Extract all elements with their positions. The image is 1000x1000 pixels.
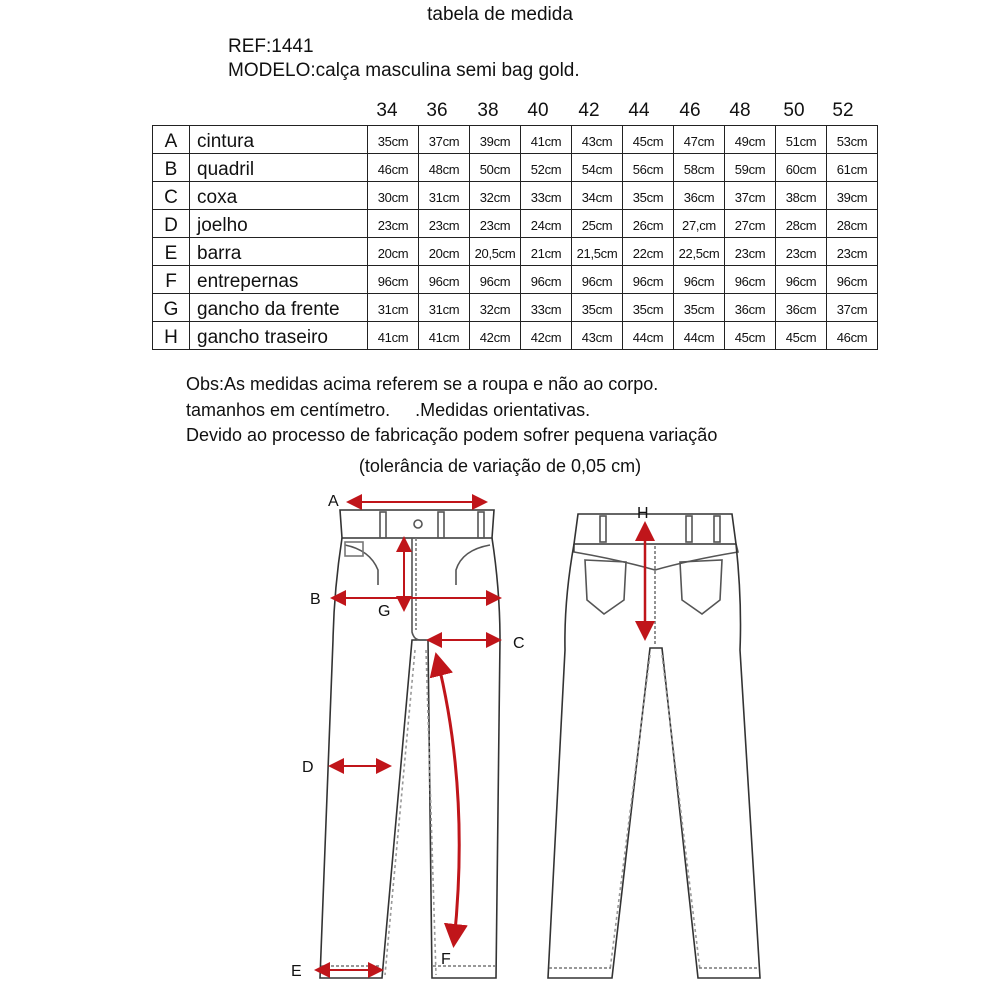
- table-cell: 32cm: [470, 182, 521, 210]
- row-name: cintura: [190, 126, 368, 154]
- table-cell: 52cm: [521, 154, 572, 182]
- table-cell: 23cm: [419, 210, 470, 238]
- table-row: [153, 154, 878, 182]
- label-a: A: [328, 493, 339, 510]
- table-cell: 24cm: [521, 210, 572, 238]
- row-name: entrepernas: [190, 266, 368, 294]
- table-cell: 28cm: [827, 210, 878, 238]
- row-letter: F: [153, 266, 190, 294]
- table-cell: 49cm: [725, 126, 776, 154]
- table-cell: 35cm: [572, 294, 623, 322]
- back-pants-outline: [548, 514, 760, 978]
- table-cell: 22cm: [623, 238, 674, 266]
- size-label: 44: [628, 100, 650, 121]
- reference-code: REF:1441: [228, 36, 314, 57]
- row-letter: B: [153, 154, 190, 182]
- table-cell: 45cm: [623, 126, 674, 154]
- label-c: C: [513, 635, 525, 652]
- row-name: coxa: [190, 182, 368, 210]
- table-cell: 42cm: [470, 322, 521, 350]
- size-label: 36: [426, 100, 448, 121]
- table-cell: 27,cm: [674, 210, 725, 238]
- size-label: 34: [376, 100, 398, 121]
- row-name: gancho traseiro: [190, 322, 368, 350]
- table-cell: 31cm: [419, 182, 470, 210]
- table-cell: 45cm: [725, 322, 776, 350]
- note-line: Obs:As medidas acima referem se a roupa e não ao corpo.: [186, 374, 659, 394]
- label-e: E: [291, 963, 302, 980]
- pants-diagram: [0, 480, 1000, 1000]
- row-name: joelho: [190, 210, 368, 238]
- table-cell: 56cm: [623, 154, 674, 182]
- table-row: [153, 126, 878, 154]
- table-cell: 58cm: [674, 154, 725, 182]
- table-cell: 96cm: [827, 266, 878, 294]
- table-cell: 39cm: [470, 126, 521, 154]
- measurement-table: [152, 125, 878, 350]
- table-cell: 96cm: [674, 266, 725, 294]
- table-row: [153, 322, 878, 350]
- table-cell: 39cm: [827, 182, 878, 210]
- table-cell: 54cm: [572, 154, 623, 182]
- table-cell: 22,5cm: [674, 238, 725, 266]
- table-cell: 41cm: [419, 322, 470, 350]
- table-cell: 31cm: [419, 294, 470, 322]
- size-label: 40: [527, 100, 549, 121]
- table-row: [153, 294, 878, 322]
- row-letter: G: [153, 294, 190, 322]
- row-name: gancho da frente: [190, 294, 368, 322]
- table-cell: 41cm: [521, 126, 572, 154]
- size-label: 38: [477, 100, 499, 121]
- table-cell: 28cm: [776, 210, 827, 238]
- table-row: [153, 182, 878, 210]
- table-cell: 43cm: [572, 126, 623, 154]
- measurement-arrows-front: [318, 502, 498, 970]
- table-cell: 45cm: [776, 322, 827, 350]
- label-f: F: [441, 951, 451, 968]
- table-cell: 51cm: [776, 126, 827, 154]
- table-cell: 61cm: [827, 154, 878, 182]
- table-cell: 35cm: [368, 126, 419, 154]
- table-cell: 20,5cm: [470, 238, 521, 266]
- size-label: 48: [729, 100, 751, 121]
- table-cell: 60cm: [776, 154, 827, 182]
- size-label: 46: [679, 100, 701, 121]
- table-cell: 37cm: [419, 126, 470, 154]
- table-cell: 96cm: [725, 266, 776, 294]
- table-cell: 23cm: [470, 210, 521, 238]
- table-cell: 21,5cm: [572, 238, 623, 266]
- table-cell: 36cm: [725, 294, 776, 322]
- table-cell: 53cm: [827, 126, 878, 154]
- row-name: quadril: [190, 154, 368, 182]
- table-cell: 37cm: [725, 182, 776, 210]
- table-cell: 96cm: [368, 266, 419, 294]
- table-cell: 38cm: [776, 182, 827, 210]
- model-name: MODELO:calça masculina semi bag gold.: [228, 60, 580, 81]
- front-pants-outline: [320, 510, 500, 978]
- size-label: 50: [783, 100, 805, 121]
- table-cell: 48cm: [419, 154, 470, 182]
- table-cell: 33cm: [521, 294, 572, 322]
- tolerance-note: (tolerância de variação de 0,05 cm): [358, 456, 642, 476]
- table-cell: 42cm: [521, 322, 572, 350]
- table-cell: 23cm: [776, 238, 827, 266]
- note-line: tamanhos em centímetro. .Medidas orientativas.: [186, 400, 591, 420]
- arrow-f: [437, 658, 459, 942]
- table-cell: 96cm: [572, 266, 623, 294]
- table-cell: 33cm: [521, 182, 572, 210]
- table-row: [153, 210, 878, 238]
- table-cell: 20cm: [419, 238, 470, 266]
- label-g: G: [378, 603, 391, 620]
- table-cell: 44cm: [623, 322, 674, 350]
- table-cell: 37cm: [827, 294, 878, 322]
- size-label: 42: [578, 100, 600, 121]
- label-b: B: [310, 591, 321, 608]
- table-cell: 35cm: [674, 294, 725, 322]
- row-letter: A: [153, 126, 190, 154]
- table-cell: 32cm: [470, 294, 521, 322]
- table-cell: 31cm: [368, 294, 419, 322]
- table-cell: 23cm: [827, 238, 878, 266]
- table-cell: 96cm: [623, 266, 674, 294]
- table-cell: 26cm: [623, 210, 674, 238]
- table-cell: 96cm: [776, 266, 827, 294]
- note-line: Devido ao processo de fabricação podem sofrer pequena variação: [186, 425, 718, 445]
- table-cell: 25cm: [572, 210, 623, 238]
- table-cell: 47cm: [674, 126, 725, 154]
- table-cell: 50cm: [470, 154, 521, 182]
- size-label: 52: [832, 100, 854, 121]
- table-cell: 43cm: [572, 322, 623, 350]
- row-letter: D: [153, 210, 190, 238]
- table-row: [153, 238, 878, 266]
- row-letter: C: [153, 182, 190, 210]
- table-cell: 21cm: [521, 238, 572, 266]
- table-cell: 23cm: [368, 210, 419, 238]
- table-cell: 36cm: [674, 182, 725, 210]
- table-cell: 30cm: [368, 182, 419, 210]
- table-cell: 35cm: [623, 294, 674, 322]
- row-letter: E: [153, 238, 190, 266]
- page-title: tabela de medida: [427, 4, 573, 25]
- table-cell: 96cm: [521, 266, 572, 294]
- table-cell: 41cm: [368, 322, 419, 350]
- table-cell: 96cm: [419, 266, 470, 294]
- table-cell: 23cm: [725, 238, 776, 266]
- row-letter: H: [153, 322, 190, 350]
- table-cell: 44cm: [674, 322, 725, 350]
- table-cell: 35cm: [623, 182, 674, 210]
- table-cell: 20cm: [368, 238, 419, 266]
- table-cell: 46cm: [368, 154, 419, 182]
- table-cell: 27cm: [725, 210, 776, 238]
- table-row: [153, 266, 878, 294]
- label-d: D: [302, 759, 314, 776]
- table-cell: 36cm: [776, 294, 827, 322]
- table-cell: 34cm: [572, 182, 623, 210]
- table-cell: 46cm: [827, 322, 878, 350]
- row-name: barra: [190, 238, 368, 266]
- label-h: H: [637, 505, 649, 522]
- table-cell: 59cm: [725, 154, 776, 182]
- table-cell: 96cm: [470, 266, 521, 294]
